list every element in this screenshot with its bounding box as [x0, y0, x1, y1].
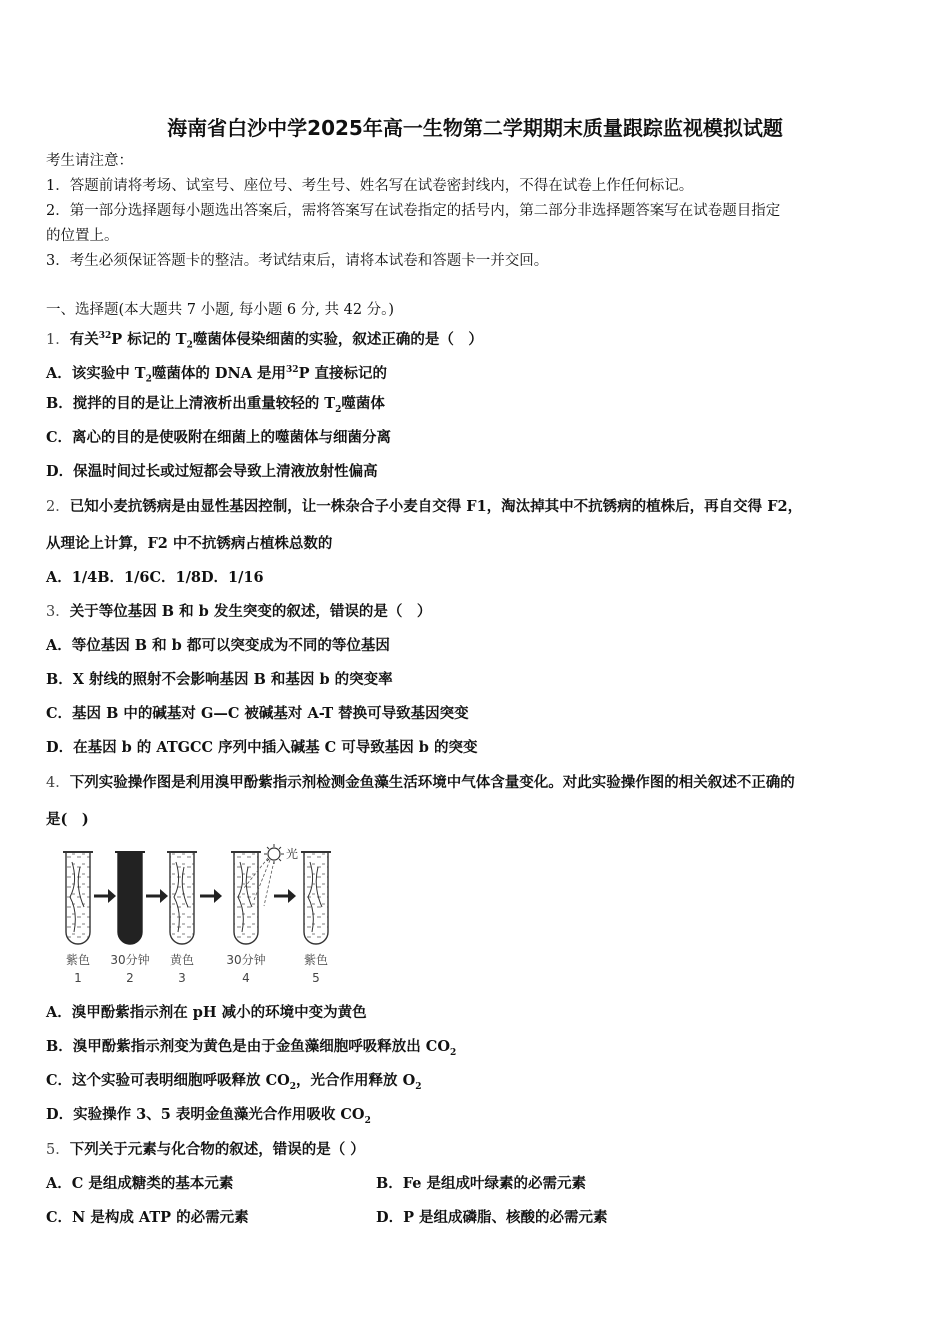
question-3-option-a: A．等位基因 B 和 b 都可以突变成为不同的等位基因: [46, 637, 390, 654]
figure-label-2: 30分钟: [110, 953, 150, 967]
question-5-stem: 5．下列关于元素与化合物的叙述，错误的是（ ）: [46, 1141, 365, 1158]
question-5-option-c: C．N 是构成 ATP 的必需元素: [46, 1209, 249, 1226]
arrow-1-head: [108, 889, 116, 903]
question-4-stem-cont: 是( ): [46, 811, 89, 828]
arrow-4-head: [288, 889, 296, 903]
test-tube-3: [167, 852, 197, 944]
question-1-option-b: B．搅拌的目的是让上清液析出重量较轻的 $T_2$噬菌体: [46, 395, 385, 415]
figure-num-2: 2: [126, 971, 134, 985]
arrow-2-head: [160, 889, 168, 903]
question-5-option-a: A．C 是组成糖类的基本元素: [46, 1175, 234, 1192]
page-title: 海南省白沙中学2025年高一生物第二学期期末质量跟踪监视模拟试题: [167, 116, 783, 140]
question-3-stem: 3．关于等位基因 B 和 b 发生突变的叙述，错误的是（ ）: [46, 603, 432, 620]
question-4-option-a: A．溴甲酚紫指示剂在 pH 减小的环境中变为黄色: [46, 1004, 367, 1021]
question-3-option-c: C．基因 B 中的碱基对 G—C 被碱基对 A-T 替换可导致基因突变: [46, 705, 469, 722]
question-1-option-a: A．该实验中 $T_2$噬菌体的 DNA 是用$^{32}$P 直接标记的: [46, 364, 388, 385]
figure-label-3: 黄色: [169, 953, 195, 967]
question-1-option-d: D．保温时间过长或过短都会导致上清液放射性偏高: [46, 463, 378, 480]
figure-num-3: 3: [178, 971, 186, 985]
test-tube-1: [63, 852, 93, 944]
question-5-option-b: B．Fe 是组成叶绿素的必需元素: [376, 1175, 587, 1192]
arrow-3-head: [214, 889, 222, 903]
test-tube-5: [301, 852, 331, 944]
experiment-figure: [46, 842, 346, 992]
test-tube-4: [231, 852, 261, 944]
question-number: 3．: [46, 604, 70, 620]
question-4-option-c: C．这个实验可表明细胞呼吸释放 $CO_2$，光合作用释放 $O_2$: [46, 1072, 422, 1092]
question-5-option-d: D．P 是组成磷脂、核酸的必需元素: [376, 1209, 608, 1226]
question-1-option-c: C．离心的目的是使吸附在细菌上的噬菌体与细菌分离: [46, 429, 392, 446]
notice-item-2: 2．第一部分选择题每小题选出答案后，需将答案写在试卷指定的括号内，第二部分非选择题答案写在试卷题目指定: [46, 203, 781, 219]
notice-heading: 考生请注意：: [46, 153, 133, 169]
question-3-option-b: B．X 射线的照射不会影响基因 B 和基因 b 的突变率: [46, 671, 393, 688]
question-4-stem: 4．下列实验操作图是利用溴甲酚紫指示剂检测金鱼藻生活环境中气体含量变化。对此实验操作图的相关叙述不正确的: [46, 774, 795, 791]
question-2-stem: 2．已知小麦抗锈病是由显性基因控制，让一株杂合子小麦自交得 F1，淘汰掉其中不抗锈病的植株后，再自交得 F2，: [46, 498, 803, 515]
question-number: 1．: [46, 331, 70, 348]
question-4-option-b: B．溴甲酚紫指示剂变为黄色是由于金鱼藻细胞呼吸释放出 $CO_2$: [46, 1038, 457, 1058]
figure-num-4: 4: [242, 971, 250, 985]
question-number: 5．: [46, 1142, 70, 1158]
section-heading: 一、选择题(本大题共 7 小题, 每小题 6 分, 共 42 分。): [46, 302, 395, 318]
figure-num-1: 1: [74, 971, 82, 985]
question-4-option-d: D．实验操作 3、5 表明金鱼藻光合作用吸收 $CO_2$: [46, 1106, 371, 1126]
question-3-option-d: D．在基因 b 的 ATGCC 序列中插入碱基 C 可导致基因 b 的突变: [46, 739, 478, 756]
notice-item-3: 3．考生必须保证答题卡的整洁。考试结束后，请将本试卷和答题卡一并交回。: [46, 253, 549, 269]
notice-item-2-cont: 的位置上。: [46, 228, 119, 244]
question-2-stem-cont: 从理论上计算，F2 中不抗锈病占植株总数的: [46, 535, 333, 552]
question-number: 4．: [46, 775, 70, 791]
figure-label-1: 紫色: [65, 953, 91, 967]
figure-label-4: 30分钟: [226, 953, 266, 967]
light-label: 光: [286, 847, 299, 861]
figure-num-5: 5: [312, 971, 320, 985]
figure-label-5: 紫色: [303, 953, 329, 967]
question-number: 2．: [46, 499, 70, 515]
test-tube-2: [115, 852, 145, 944]
question-1-stem: 1．有关$^{32}$P 标记的 $T_2$噬菌体侵染细菌的实验，叙述正确的是（ ）: [46, 330, 483, 351]
notice-item-1: 1．答题前请将考场、试室号、座位号、考生号、姓名写在试卷密封线内，不得在试卷上作任何标记。: [46, 178, 694, 194]
question-2-options: A．1/4B．1/6C．1/8D．1/16: [46, 569, 264, 586]
